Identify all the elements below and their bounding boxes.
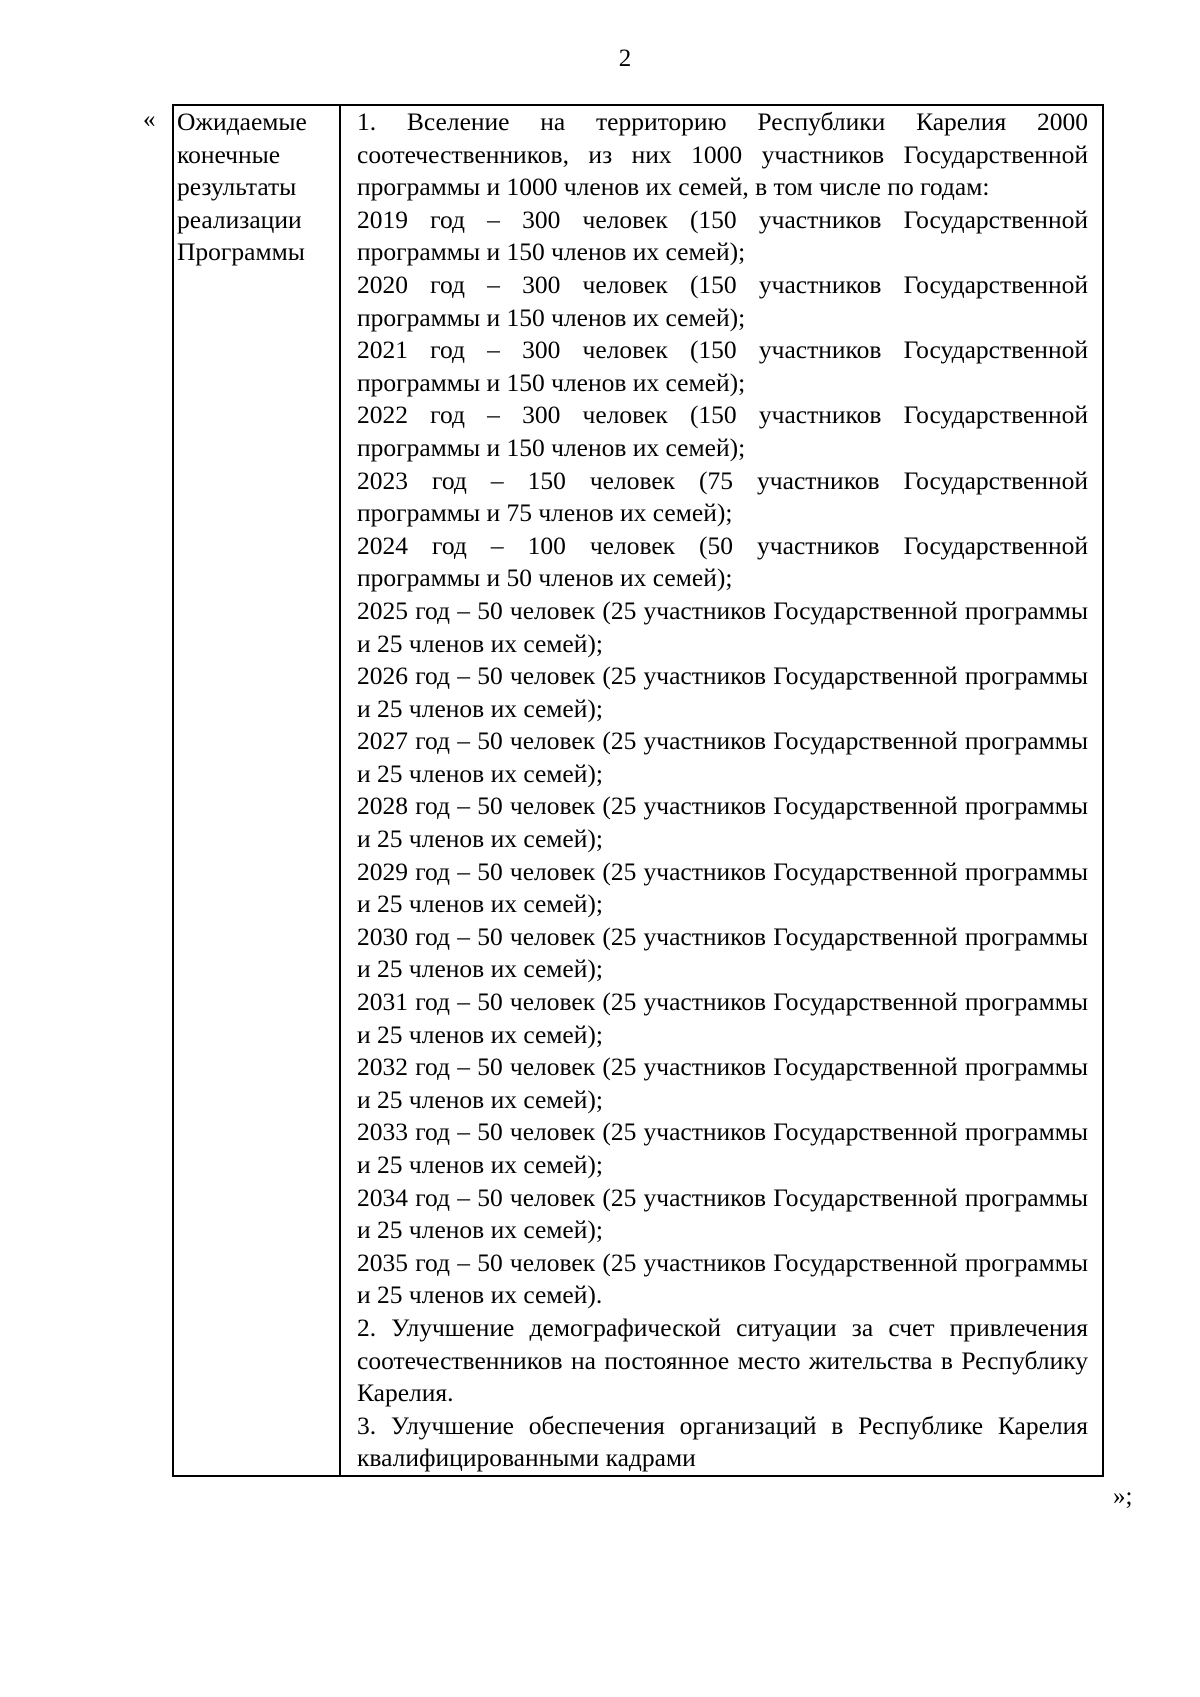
label-line: реализации xyxy=(177,204,302,234)
item-3-paragraph: 3. Улучшение обеспечения организаций в Республике Карелия квалифицированными кадрами xyxy=(357,1410,1088,1473)
year-entry: 2019 год – 300 человек (150 участников Государственной программы и 150 членов их семей); xyxy=(357,204,1088,267)
label-line: Программы xyxy=(177,237,305,267)
row-content-cell xyxy=(340,105,1103,1476)
label-line: Ожидаемые xyxy=(177,107,307,136)
year-entry: 2025 год – 50 человек (25 участников Государственной программы и 25 членов их семей); xyxy=(357,595,1088,658)
table-row xyxy=(173,105,1103,1476)
year-entry: 2029 год – 50 человек (25 участников Государственной программы и 25 членов их семей); xyxy=(357,856,1088,919)
closing-quote-mark: »; xyxy=(1113,1483,1133,1510)
years-list xyxy=(357,204,1088,1312)
year-entry: 2020 год – 300 человек (150 участников Государственной программы и 150 членов их семей); xyxy=(357,269,1088,332)
program-passport-table xyxy=(172,104,1104,1477)
year-entry: 2024 год – 100 человек (50 участников Государственной программы и 50 членов их семей); xyxy=(357,530,1088,593)
intro-paragraph: 1. Вселение на территорию Республики Карелия 2000 соотечественников, из них 1000 участников Государственной программы и 1000 членов их семей, в том числе по годам: xyxy=(357,107,1088,202)
year-entry: 2034 год – 50 человек (25 участников Государственной программы и 25 членов их семей); xyxy=(357,1182,1088,1245)
label-line: конечные xyxy=(177,139,281,169)
year-entry: 2031 год – 50 человек (25 участников Государственной программы и 25 членов их семей); xyxy=(357,987,1088,1049)
year-entry: 2027 год – 50 человек (25 участников Государственной программы и 25 членов их семей); xyxy=(357,726,1088,788)
year-entry: 2035 год – 50 человек (25 участников Государственной программы и 25 членов их семей). xyxy=(357,1247,1088,1310)
row-label-cell xyxy=(173,105,340,1476)
year-entry: 2032 год – 50 человек (25 участников Государственной программы и 25 членов их семей); xyxy=(357,1052,1088,1114)
label-line: результаты xyxy=(177,172,297,202)
year-entry: 2026 год – 50 человек (25 участников Государственной программы и 25 членов их семей); xyxy=(357,661,1088,723)
year-entry: 2023 год – 150 человек (75 участников Государственной программы и 75 членов их семей); xyxy=(357,465,1088,528)
year-entry: 2033 год – 50 человек (25 участников Государственной программы и 25 членов их семей); xyxy=(357,1117,1088,1179)
page-number: 2 xyxy=(618,45,632,72)
year-entry: 2030 год – 50 человек (25 участников Государственной программы и 25 членов их семей); xyxy=(357,921,1088,984)
year-entry: 2022 год – 300 человек (150 участников Государственной программы и 150 членов их семей); xyxy=(357,400,1088,462)
opening-quote-mark: « xyxy=(143,106,156,133)
year-entry: 2028 год – 50 человек (25 участников Государственной программы и 25 членов их семей); xyxy=(357,791,1088,854)
item-2-paragraph: 2. Улучшение демографической ситуации за счет привлечения соотечественников на постоянное место жительства в Республику Карелия. xyxy=(357,1312,1088,1408)
year-entry: 2021 год – 300 человек (150 участников Государственной программы и 150 членов их семей); xyxy=(357,335,1088,397)
